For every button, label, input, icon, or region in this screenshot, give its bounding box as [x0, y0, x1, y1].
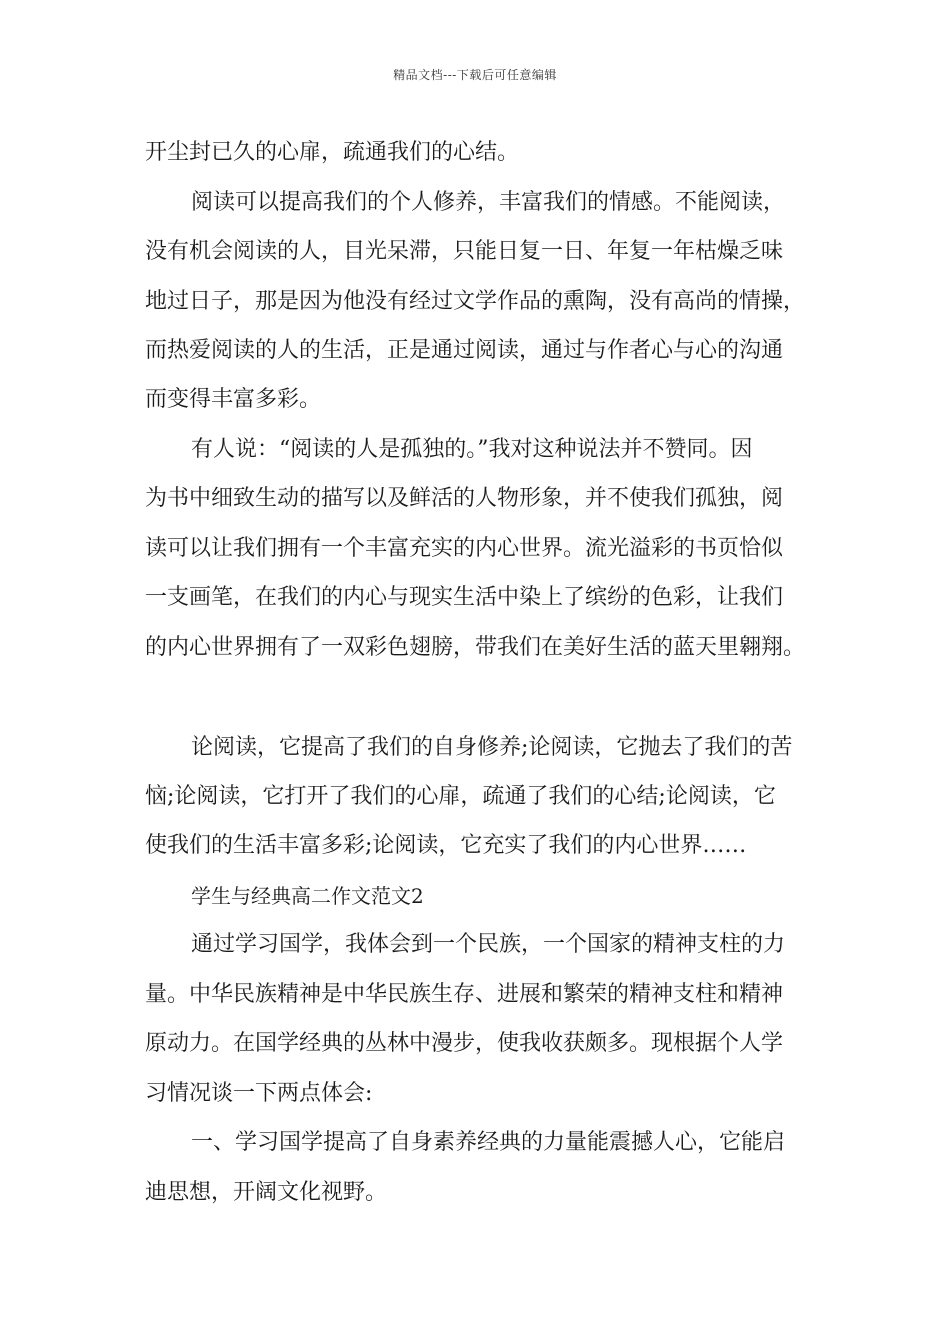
- paragraph-3-line-5: 的内心世界拥有了一双彩色翅膀，带我们在美好生活的蓝天里翱翔。: [145, 635, 806, 660]
- paragraph-2-line-3: 地过日子，那是因为他没有经过文学作品的熏陶，没有高尚的情操，: [145, 289, 806, 314]
- paragraph-6-line-1: 一、学习国学提高了自身素养经典的力量能震撼人心，它能启: [191, 1130, 786, 1155]
- paragraph-2-line-2: 没有机会阅读的人，目光呆滞，只能日复一日、年复一年枯燥乏味: [145, 239, 784, 264]
- paragraph-2-line-4: 而热爱阅读的人的生活，正是通过阅读，通过与作者心与心的沟通: [145, 338, 784, 363]
- page-header: 精品文档---下载后可任意编辑: [393, 68, 557, 82]
- paragraph-1-line-1: 开尘封已久的心扉，疏通我们的心结。: [145, 140, 520, 165]
- paragraph-3-line-2: 为书中细致生动的描写以及鲜活的人物形象，并不使我们孤独，阅: [145, 486, 784, 511]
- paragraph-5-line-1: 通过学习国学，我体会到一个民族，一个国家的精神支柱的力: [191, 932, 786, 957]
- paragraph-4-line-2: 恼;论阅读，它打开了我们的心扉，疏通了我们的心结;论阅读，它: [145, 784, 776, 809]
- paragraph-3-line-1: 有人说：“阅读的人是孤独的。”我对这种说法并不赞同。因: [191, 437, 753, 462]
- paragraph-2-line-5: 而变得丰富多彩。: [145, 387, 322, 412]
- paragraph-3-line-4: 一支画笔，在我们的内心与现实生活中染上了缤纷的色彩，让我们: [145, 585, 784, 610]
- section-title: 学生与经典高二作文范文2: [191, 884, 424, 908]
- paragraph-4-line-1: 论阅读，它提高了我们的自身修养;论阅读，它抛去了我们的苦: [191, 735, 793, 760]
- paragraph-5-line-4: 习情况谈一下两点体会:: [145, 1081, 373, 1106]
- paragraph-2-line-1: 阅读可以提高我们的个人修养，丰富我们的情感。不能阅读，: [191, 190, 786, 215]
- paragraph-5-line-2: 量。中华民族精神是中华民族生存、进展和繁荣的精神支柱和精神: [145, 982, 784, 1007]
- paragraph-6-line-2: 迪思想，开阔文化视野。: [145, 1180, 388, 1205]
- paragraph-5-line-3: 原动力。在国学经典的丛林中漫步，使我收获颇多。现根据个人学: [145, 1031, 784, 1056]
- paragraph-4-line-3: 使我们的生活丰富多彩;论阅读，它充实了我们的内心世界……: [145, 833, 747, 858]
- paragraph-3-line-3: 读可以让我们拥有一个丰富充实的内心世界。流光溢彩的书页恰似: [145, 536, 784, 561]
